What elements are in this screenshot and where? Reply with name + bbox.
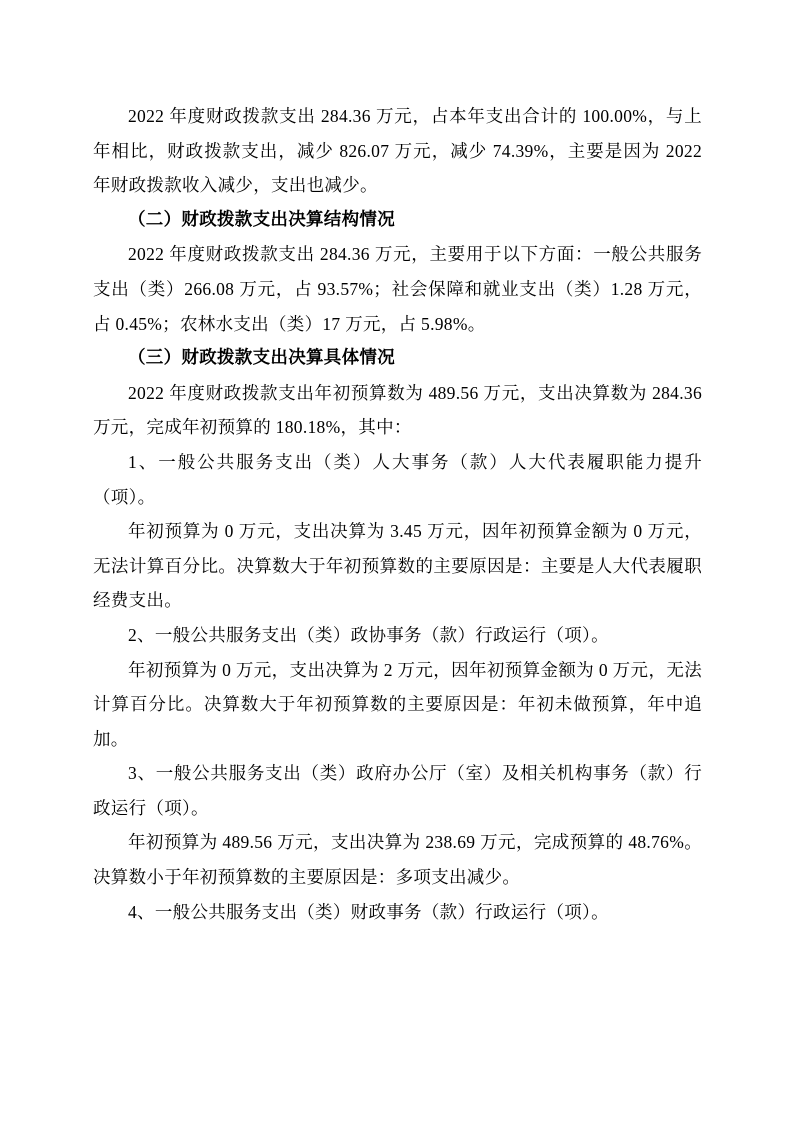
heading-section-two-expenditure-structure: （二）财政拨款支出决算结构情况 (128, 209, 395, 230)
paragraph-item-2-title: 2、一般公共服务支出（类）政协事务（款）行政运行（项）。 (128, 624, 609, 645)
paragraph-item-2-detail: 年初预算为 0 万元，支出决算为 2 万元，因年初预算金额为 0 万元，无法计算百分比。决算数大于年初预算数的主要原因是：年初未做预算，年中追加。 (93, 659, 702, 749)
paragraph-item-1-title: 1、一般公共服务支出（类）人大事务（款）人大代表履职能力提升（项）。 (93, 451, 702, 507)
paragraph-item-4-title: 4、一般公共服务支出（类）财政事务（款）行政运行（项）。 (128, 901, 609, 922)
paragraph-item-3-title: 3、一般公共服务支出（类）政府办公厅（室）及相关机构事务（款）行政运行（项）。 (93, 763, 702, 818)
heading-section-three-expenditure-specifics: （三）财政拨款支出决算具体情况 (128, 348, 395, 369)
paragraph-expenditure-overview: 2022 年度财政拨款支出 284.36 万元，占本年支出合计的 100.00%，与上年相比，财政拨款支出，减少 826.07 万元，减少 74.39%，主要是因为 2022 年财政拨款收入减少，支出也减少。 (93, 106, 702, 196)
paragraph-budget-vs-final-overview: 2022 年度财政拨款支出年初预算数为 489.56 万元，支出决算数为 284.36 万元，完成年初预算的 180.18%，其中： (93, 382, 702, 438)
paragraph-expenditure-structure-detail: 2022 年度财政拨款支出 284.36 万元，主要用于以下方面：一般公共服务支出（类）266.08 万元，占 93.57%；社会保障和就业支出（类）1.28 万元，占 0.45%；农林水支出（类）17 万元，占 5.98%。 (93, 244, 702, 334)
paragraph-item-3-detail: 年初预算为 489.56 万元，支出决算为 238.69 万元，完成预算的 48.76%。决算数小于年初预算数的主要原因是：多项支出减少。 (93, 832, 702, 888)
paragraph-item-1-detail: 年初预算为 0 万元，支出决算为 3.45 万元，因年初预算金额为 0 万元，无法计算百分比。决算数大于年初预算数的主要原因是：主要是人大代表履职经费支出。 (93, 521, 702, 611)
